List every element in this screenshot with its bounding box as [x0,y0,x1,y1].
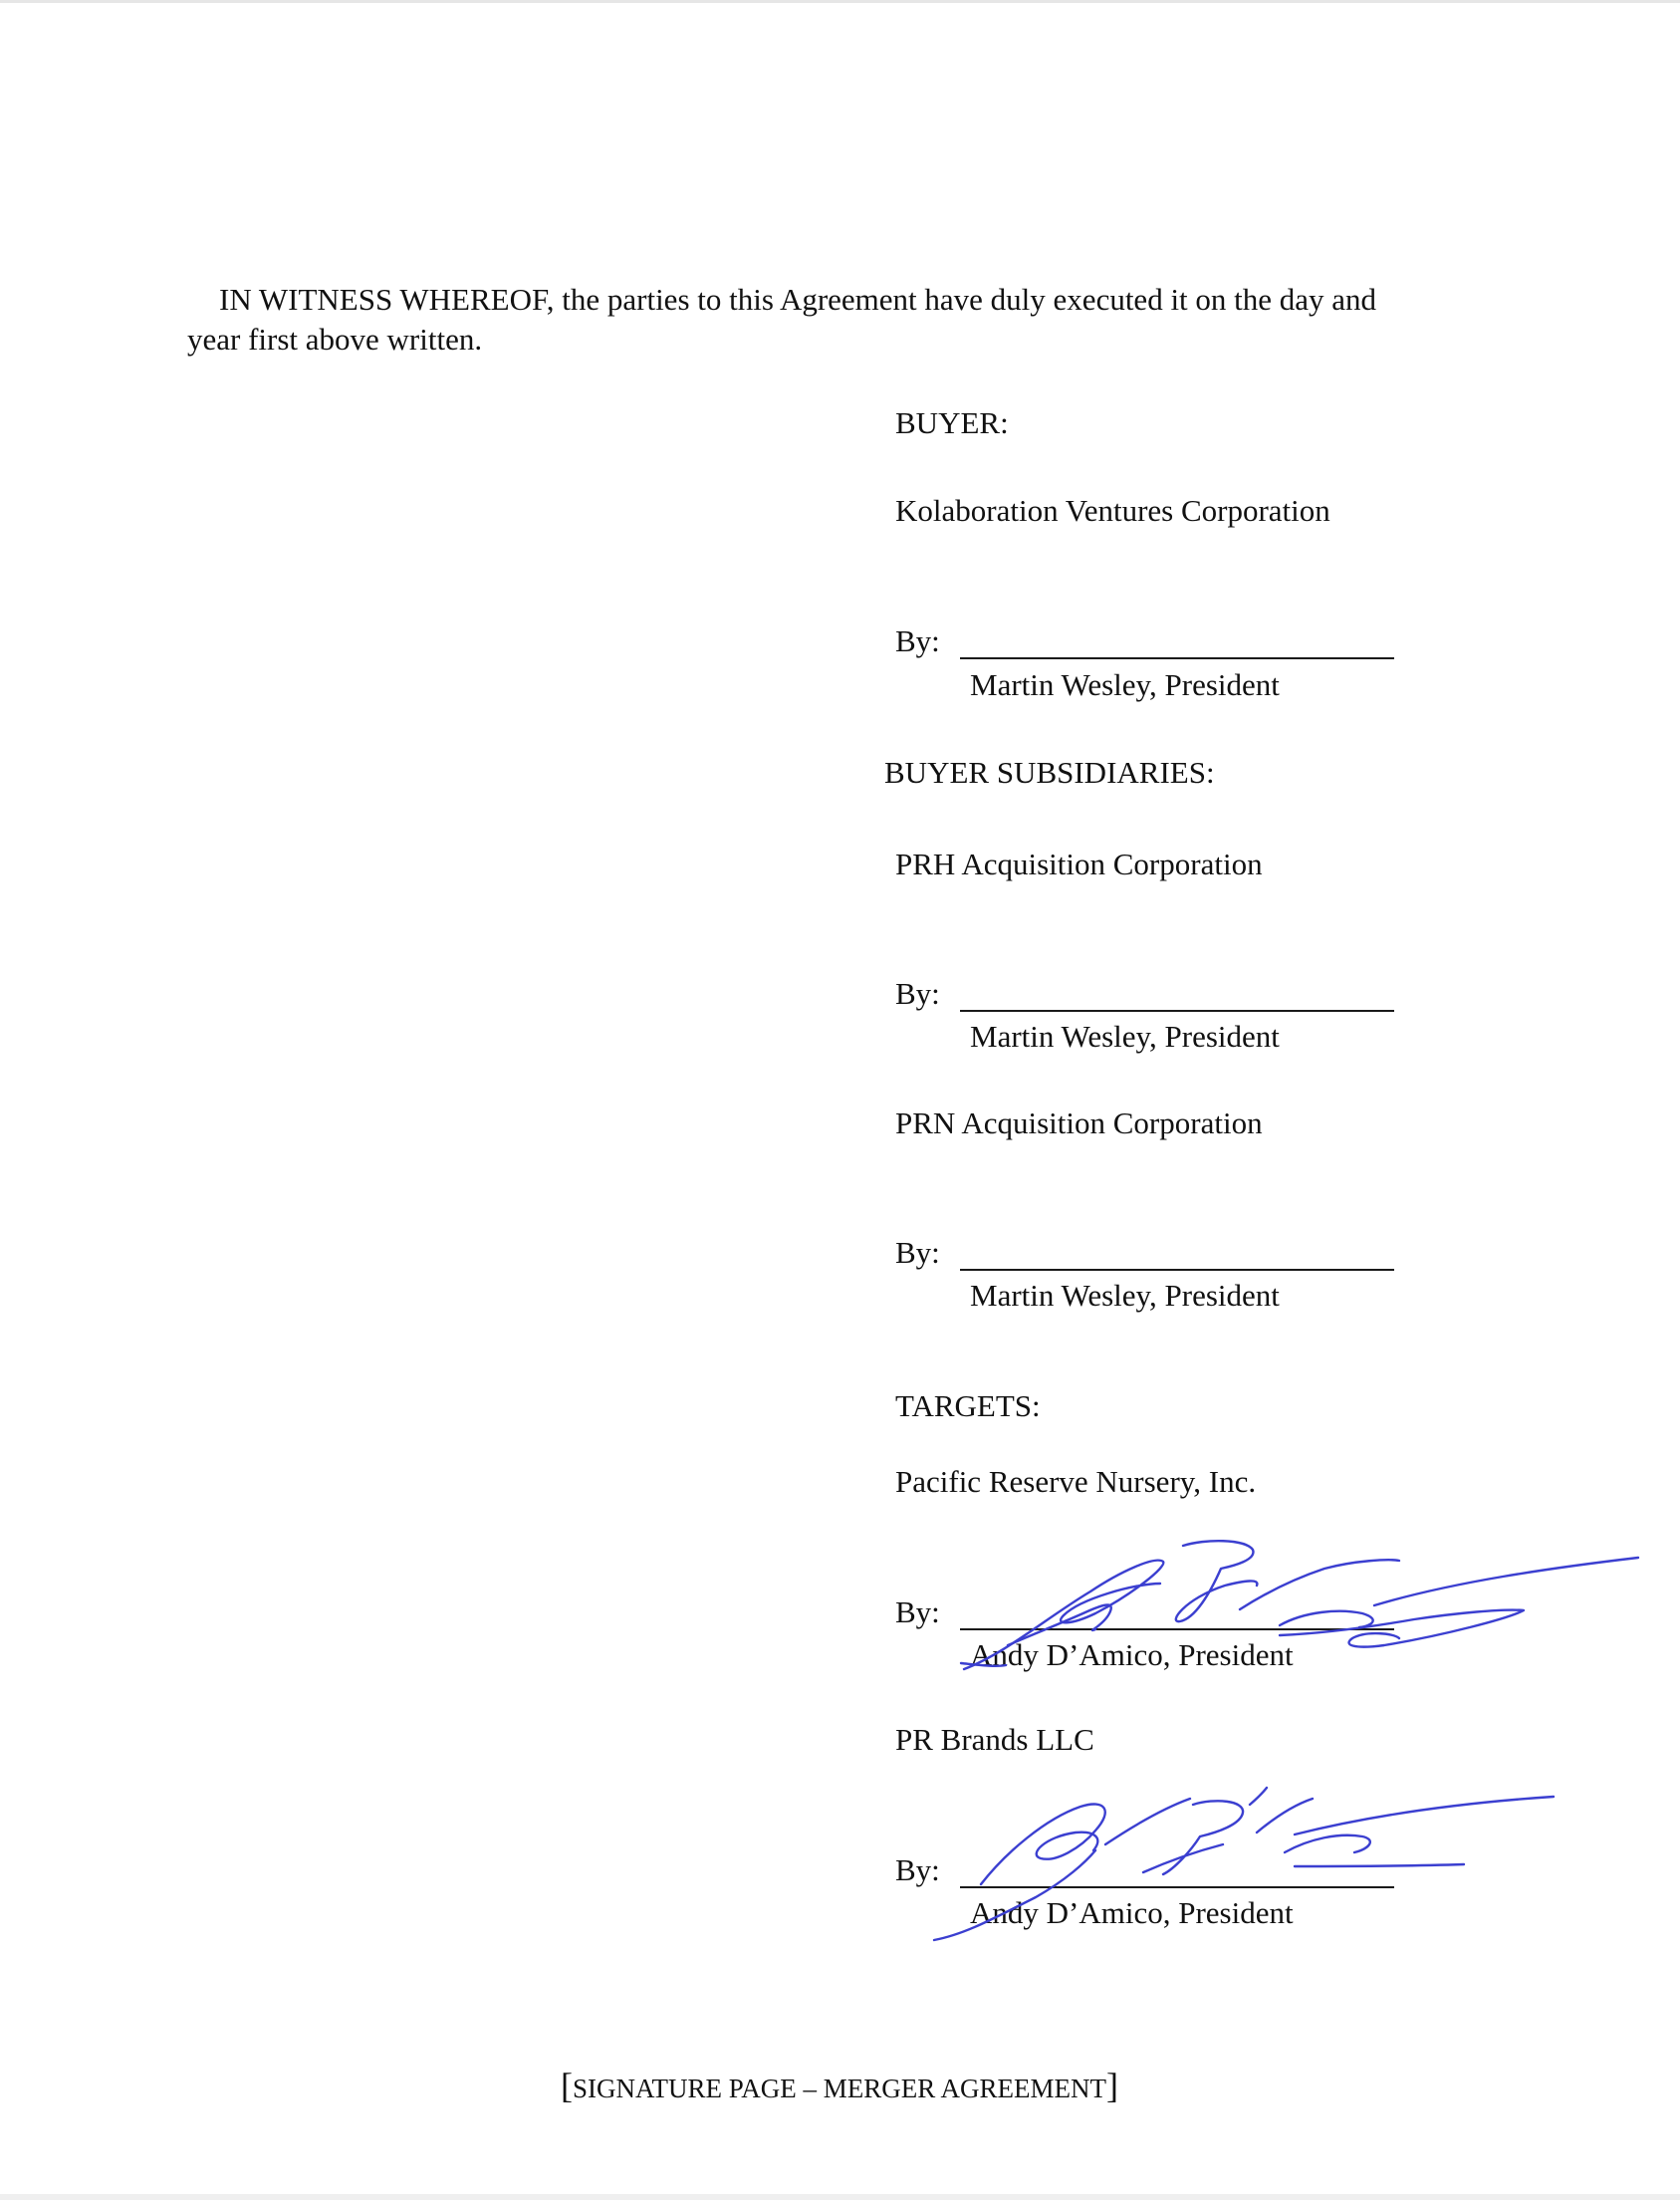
prh-by-label: By: [895,976,940,1011]
targets-heading: TARGETS: [895,1388,1041,1423]
prn-signatory-name: Martin Wesley, President [970,1278,1280,1313]
footer-close-bracket: ] [1106,2066,1119,2105]
prn-by-label: By: [895,1235,940,1270]
pr-brands-company-name: PR Brands LLC [895,1722,1094,1757]
buyer-signatory-name: Martin Wesley, President [970,667,1280,702]
buyer-subsidiaries-heading: BUYER SUBSIDIARIES: [884,755,1215,790]
footer-signature-page-label [561,2068,1118,2106]
prh-company-name: PRH Acquisition Corporation [895,847,1263,881]
pacific-reserve-by-label: By: [895,1594,940,1629]
buyer-heading: BUYER: [895,405,1009,440]
pr-brands-signatory-name: Andy D’Amico, President [970,1895,1294,1930]
bottom-scan-edge [0,2194,1680,2200]
buyer-company-name: Kolaboration Ventures Corporation [895,493,1330,528]
pacific-reserve-signatory-name: Andy D’Amico, President [970,1637,1294,1672]
prn-company-name: PRN Acquisition Corporation [895,1105,1263,1140]
footer-text: SIGNATURE PAGE – MERGER AGREEMENT [573,2074,1107,2103]
pr-brands-by-label: By: [895,1852,940,1887]
intro-paragraph-line-2: year first above written. [187,322,483,357]
prh-signatory-name: Martin Wesley, President [970,1019,1280,1054]
buyer-by-label: By: [895,623,940,658]
footer-open-bracket: [ [561,2066,573,2105]
intro-paragraph-line-1: IN WITNESS WHEREOF, the parties to this Agreement have duly executed it on the day and [219,282,1377,317]
pacific-reserve-company-name: Pacific Reserve Nursery, Inc. [895,1464,1257,1499]
